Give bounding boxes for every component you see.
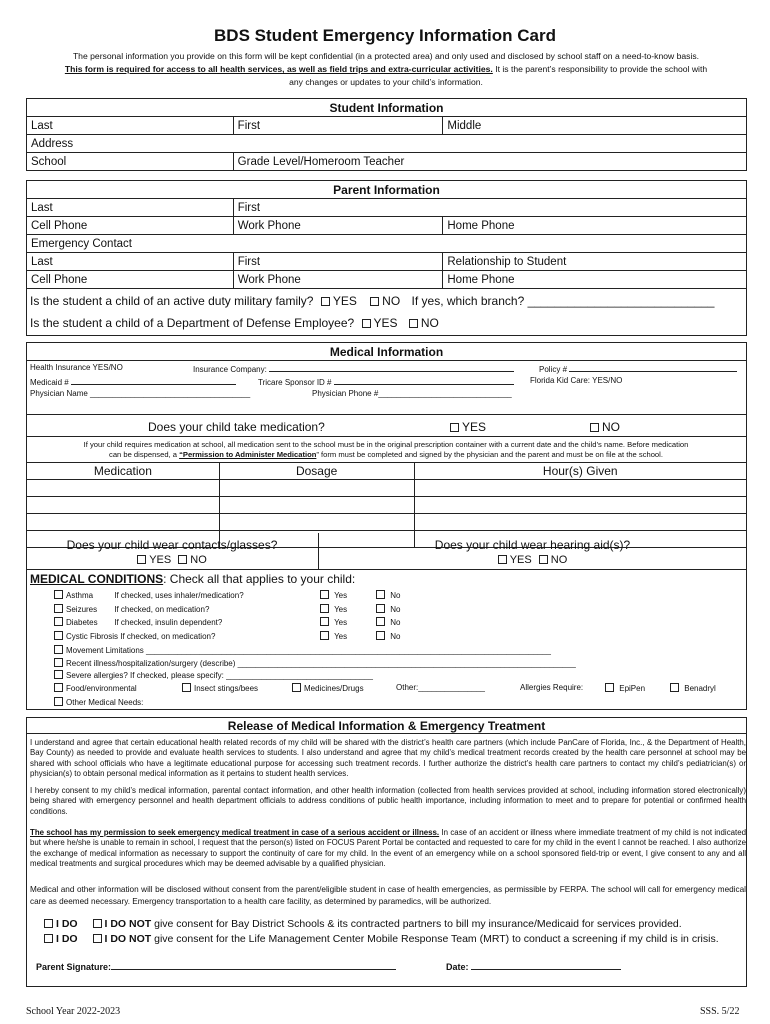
medication-yes-checkbox[interactable]	[450, 423, 459, 432]
date-label: Date:	[446, 962, 469, 972]
conditions-heading-title: MEDICAL CONDITIONS	[30, 572, 164, 586]
parent-cell-field[interactable]: Cell Phone	[27, 217, 234, 235]
condition-no-label: No	[390, 591, 401, 600]
condition-yes-option[interactable]	[320, 604, 347, 614]
student-info-header: Student Information	[27, 99, 747, 117]
military-question-row	[30, 294, 714, 308]
student-school-field[interactable]: School	[27, 153, 234, 171]
divider	[26, 414, 747, 415]
other-needs-label: Other Medical Needs:	[66, 698, 144, 707]
benadryl-label: Benadryl	[684, 684, 716, 693]
consent-1-donot-label: I DO NOT	[104, 918, 152, 930]
parent-last-field[interactable]: Last	[27, 199, 234, 217]
other-allergy-field[interactable]: Other:_______________	[396, 683, 485, 692]
permission-form-name: “Permission to Administer Medication	[179, 450, 317, 459]
hearing-no-checkbox[interactable]	[539, 555, 548, 564]
condition-detail: If checked, on medication?	[114, 605, 210, 614]
release-paragraph-1: I understand and agree that certain educational health related records of my child will be shared with the district’s health care partners (which include PanCare of Florida, Inc., & the Department of Health, Bay County) as needed to provide and evaluate health services to students. I also understand and agree that my child’s medical treatment records created by the health care personnel at school may be shared with school officials who have a legitimate educational purpose for accessing such treatment records. I further authorize the district’s health care partners to contact my child’s pediatrician(s) or physician(s) to obtain personal medical information as it pertains to student health services.	[30, 738, 746, 779]
release-paragraph-3	[30, 828, 746, 870]
condition-yes-checkbox[interactable]	[320, 617, 329, 626]
insurance-company-label: Insurance Company:	[193, 365, 267, 374]
hearing-question: Does your child wear hearing aid(s)?	[434, 538, 631, 552]
recent-illness-label: Recent illness/hospitalization/surgery (describe) ____________________________________________________________________________	[66, 659, 576, 668]
condition-yes-label: Yes	[334, 618, 348, 627]
consent-1-donot-checkbox[interactable]	[93, 919, 102, 928]
condition-row[interactable]	[54, 590, 244, 600]
col-hours: Hour(s) Given	[414, 463, 747, 480]
military-question: Is the student a child of an active duty military family?	[30, 294, 314, 308]
physician-name-field[interactable]: Physician Name ____________________________________	[30, 389, 251, 398]
condition-no-option[interactable]	[376, 590, 400, 600]
condition-no-checkbox[interactable]	[376, 604, 385, 613]
allergies-label: Severe allergies? If checked, please specify: _________________________________	[66, 671, 373, 680]
condition-checkbox[interactable]	[54, 617, 63, 626]
dosage-cell[interactable]	[219, 497, 414, 514]
condition-row[interactable]	[54, 631, 215, 641]
signature-field[interactable]	[36, 960, 396, 972]
divider	[26, 436, 747, 437]
hours-cell[interactable]	[414, 497, 747, 514]
dod-yes-label: YES	[373, 316, 398, 330]
medication-note-text: can be dispensed, a	[109, 450, 180, 459]
medication-cell[interactable]	[27, 480, 220, 497]
page-title: BDS Student Emergency Information Card	[214, 26, 556, 45]
medication-note	[30, 440, 742, 460]
epipen-checkbox[interactable]	[605, 683, 614, 692]
table-row	[27, 514, 747, 531]
release-paragraph-2: I hereby consent to my child’s medical information, parental contact information, and other health information (collected from health services provided at school, including information stored electronically) being shared with emergency personnel and health department officials to address conditions of public health importance, including information to meet and to prepare for potential or confirmed health conditions.	[30, 786, 746, 816]
form-code: SSS. 5/22	[700, 1006, 740, 1017]
hearing-no-label: NO	[550, 554, 568, 566]
hours-cell[interactable]	[414, 514, 747, 531]
condition-no-option[interactable]	[376, 617, 400, 627]
condition-yes-checkbox[interactable]	[320, 590, 329, 599]
dosage-cell[interactable]	[219, 514, 414, 531]
emergency-home-field[interactable]: Home Phone	[443, 271, 747, 289]
release-permission-statement: The school has my permission to seek emergency medical treatment in case of a serious accident or illness.	[30, 828, 440, 837]
drug-allergy-checkbox[interactable]	[292, 683, 301, 692]
conditions-heading-rest: : Check all that applies to your child:	[163, 572, 356, 586]
glasses-yes-label: YES	[149, 554, 172, 566]
medical-info-header: Medical Information	[329, 345, 444, 359]
medication-no-label: NO	[602, 420, 620, 434]
medication-yes-option[interactable]	[450, 420, 486, 434]
student-last-field[interactable]: Last	[27, 117, 234, 135]
condition-checkbox[interactable]	[54, 604, 63, 613]
medication-cell[interactable]	[27, 514, 220, 531]
movement-label: Movement Limitations ___________________________________________________________________________________________	[66, 646, 551, 655]
dod-no-checkbox[interactable]	[409, 319, 418, 328]
hearing-yes-label: YES	[509, 554, 532, 566]
food-allergy-option[interactable]	[54, 683, 137, 693]
intro-text	[26, 50, 746, 89]
table-row	[27, 497, 747, 514]
emergency-first-field[interactable]: First	[233, 253, 443, 271]
condition-yes-checkbox[interactable]	[320, 631, 329, 640]
parent-work-field[interactable]: Work Phone	[233, 217, 443, 235]
emergency-contact-label: Emergency Contact	[27, 235, 747, 253]
glasses-question: Does your child wear contacts/glasses?	[66, 538, 278, 552]
recent-illness-checkbox[interactable]	[54, 658, 63, 667]
dod-question: Is the student a child of a Department of Defense Employee?	[30, 316, 355, 330]
medication-cell[interactable]	[27, 497, 220, 514]
student-address-field[interactable]: Address	[27, 135, 747, 153]
food-allergy-label: Food/environmental	[66, 684, 137, 693]
hearing-yes-checkbox[interactable]	[498, 555, 507, 564]
condition-detail: If checked, uses inhaler/medication?	[114, 591, 244, 600]
condition-yes-label: Yes	[334, 591, 348, 600]
health-insurance-field[interactable]: Health Insurance YES/NO	[30, 363, 123, 372]
consent-2-donot-label: I DO NOT	[104, 933, 152, 945]
date-field[interactable]	[446, 960, 621, 972]
condition-checkbox[interactable]	[54, 631, 63, 640]
kidcare-field[interactable]: Florida Kid Care: YES/NO	[530, 376, 623, 385]
emergency-relationship-field[interactable]: Relationship to Student	[443, 253, 747, 271]
other-needs-row[interactable]	[54, 697, 143, 707]
intro-line-1: The personal information you provide on this form will be kept confidential (in a protected area) and only used and disclosed by school staff on a need-to-know basis.	[72, 51, 700, 61]
condition-no-option[interactable]	[376, 604, 400, 614]
condition-name: Diabetes	[66, 618, 98, 627]
col-dosage: Dosage	[219, 463, 414, 480]
food-allergy-checkbox[interactable]	[54, 683, 63, 692]
consent-1-do-checkbox[interactable]	[44, 919, 53, 928]
student-middle-field[interactable]: Middle	[443, 117, 747, 135]
condition-yes-option[interactable]	[320, 631, 347, 641]
condition-yes-label: Yes	[334, 632, 348, 641]
tricare-label: Tricare Sponsor ID #	[258, 378, 332, 387]
tricare-field[interactable]	[258, 376, 514, 387]
parent-home-field[interactable]: Home Phone	[443, 217, 747, 235]
condition-no-checkbox[interactable]	[376, 631, 385, 640]
epipen-option[interactable]	[605, 683, 645, 693]
medication-yes-label: YES	[462, 420, 487, 434]
col-medication: Medication	[27, 463, 220, 480]
signature-label: Parent Signature:	[36, 962, 112, 972]
drug-allergy-label: Medicines/Drugs	[304, 684, 364, 693]
benadryl-option[interactable]	[670, 683, 716, 693]
consent-2-donot-checkbox[interactable]	[93, 934, 102, 943]
dod-question-row	[30, 316, 439, 330]
movement-checkbox[interactable]	[54, 645, 63, 654]
condition-no-label: No	[390, 605, 401, 614]
allergies-require-label: Allergies Require:	[520, 683, 584, 692]
dod-no-label: NO	[420, 316, 439, 330]
military-yes-label: YES	[332, 294, 357, 308]
school-year: School Year 2022-2023	[26, 1006, 121, 1017]
movement-row[interactable]	[54, 645, 551, 655]
policy-field[interactable]	[539, 363, 737, 374]
divider	[26, 569, 747, 570]
drug-allergy-option[interactable]	[292, 683, 364, 693]
medication-no-option[interactable]	[590, 420, 620, 434]
student-info-table	[26, 98, 747, 171]
hours-cell[interactable]	[414, 480, 747, 497]
emergency-last-field[interactable]: Last	[27, 253, 234, 271]
physician-phone-field[interactable]: Physician Phone #______________________________	[312, 389, 512, 398]
consent-1-text: give consent for Bay District Schools & its contracted partners to bill my insurance/Medicaid for services provided.	[151, 918, 682, 930]
condition-yes-label: Yes	[334, 605, 348, 614]
condition-no-label: No	[390, 632, 401, 641]
medication-no-checkbox[interactable]	[590, 423, 599, 432]
release-paragraph-3-text: In case of an accident or illness where immediate treatment of my child is not indicated but where he/she is unable to remain in school, I request that the person(s) listed on FOCUS Parent Portal be contacted and requested to care for my child in the event I cannot be reached. I also authorize the exchange of medical information as necessary to support the continuity of care for my child. In the event of an emergency while on a school sponsored field-trip or event, I give consent to any and all medical treatments and surgical procedures which may be deemed advisable by a qualified physician.	[30, 828, 746, 869]
intro-line-2-rest: It is the parent’s responsibility to provide the school with	[492, 64, 708, 74]
condition-name: Cystic Fibrosis	[66, 632, 119, 641]
insect-allergy-option[interactable]	[182, 683, 258, 693]
hearing-options	[318, 554, 747, 566]
military-yes-checkbox[interactable]	[321, 297, 330, 306]
allergies-checkbox[interactable]	[54, 670, 63, 679]
consent-1-do-label: I DO	[56, 918, 78, 930]
condition-detail: If checked, insulin dependent?	[114, 618, 223, 627]
consent-2-do-label: I DO	[56, 933, 78, 945]
glasses-yes-checkbox[interactable]	[137, 555, 146, 564]
glasses-no-label: NO	[190, 554, 207, 566]
condition-name: Asthma	[66, 591, 94, 600]
condition-checkbox[interactable]	[54, 590, 63, 599]
dod-yes-checkbox[interactable]	[362, 319, 371, 328]
condition-detail: If checked, on medication?	[120, 632, 216, 641]
parent-info-table	[26, 180, 747, 289]
release-header: Release of Medical Information & Emergency Treatment	[227, 719, 546, 733]
insect-allergy-label: Insect stings/bees	[194, 684, 259, 693]
policy-label: Policy #	[539, 365, 568, 374]
military-branch-field[interactable]: If yes, which branch? ____________________________	[411, 294, 715, 308]
condition-yes-option[interactable]	[320, 590, 347, 600]
allergies-row[interactable]	[54, 670, 373, 680]
glasses-no-checkbox[interactable]	[178, 555, 187, 564]
intro-required-text: This form is required for access to all health services, as well as field trips and extra-curricular activities.	[64, 64, 493, 74]
medication-table	[26, 462, 747, 548]
emergency-work-field[interactable]: Work Phone	[233, 271, 443, 289]
condition-no-label: No	[390, 618, 401, 627]
military-no-checkbox[interactable]	[370, 297, 379, 306]
military-no-label: NO	[382, 294, 401, 308]
medicaid-field[interactable]	[30, 376, 236, 387]
medication-note-line-2	[30, 450, 742, 460]
conditions-heading	[30, 572, 355, 586]
intro-line-3: any changes or updates to your child’s information.	[289, 77, 483, 87]
glasses-options	[26, 554, 318, 566]
condition-row[interactable]	[54, 604, 209, 614]
parent-first-field[interactable]: First	[233, 199, 746, 217]
condition-name: Seizures	[66, 605, 98, 614]
insect-allergy-checkbox[interactable]	[182, 683, 191, 692]
medication-question: Does your child take medication?	[148, 420, 325, 434]
consent-row-2	[44, 933, 719, 945]
benadryl-checkbox[interactable]	[670, 683, 679, 692]
condition-no-checkbox[interactable]	[376, 590, 385, 599]
consent-2-text: give consent for the Life Management Center Mobile Response Team (MRT) to conduct a screening if my child is in crisis.	[154, 933, 719, 945]
medicaid-label: Medicaid #	[30, 378, 69, 387]
medication-note-line-1: If your child requires medication at school, all medication sent to the school must be in the original prescription container with a current date and the child’s name. Before medication	[83, 440, 689, 449]
condition-no-checkbox[interactable]	[376, 617, 385, 626]
table-row	[27, 480, 747, 497]
condition-no-option[interactable]	[376, 631, 400, 641]
insurance-company-field[interactable]	[193, 363, 514, 374]
other-needs-checkbox[interactable]	[54, 697, 63, 706]
condition-yes-option[interactable]	[320, 617, 347, 627]
recent-illness-row[interactable]	[54, 658, 576, 668]
condition-row[interactable]	[54, 617, 222, 627]
dosage-cell[interactable]	[219, 480, 414, 497]
consent-2-do-checkbox[interactable]	[44, 934, 53, 943]
condition-yes-checkbox[interactable]	[320, 604, 329, 613]
consent-row-1	[44, 918, 682, 930]
parent-info-header: Parent Information	[27, 181, 747, 199]
student-first-field[interactable]: First	[233, 117, 443, 135]
intro-line-2	[26, 63, 746, 76]
emergency-cell-field[interactable]: Cell Phone	[27, 271, 234, 289]
medication-note-text-end: ” form must be completed and signed by the physician and the parent and must be on file at the school.	[316, 450, 663, 459]
release-paragraph-4: Medical and other information will be disclosed without consent from the parent/eligible student in case of health emergencies, as permissible by FERPA. The school will call for emergency medical care as deemed necessary. Emergency transportation to a health care facility, as determined by paramedics, will be authorized.	[30, 885, 746, 906]
epipen-label: EpiPen	[619, 684, 646, 693]
student-grade-field[interactable]: Grade Level/Homeroom Teacher	[233, 153, 746, 171]
